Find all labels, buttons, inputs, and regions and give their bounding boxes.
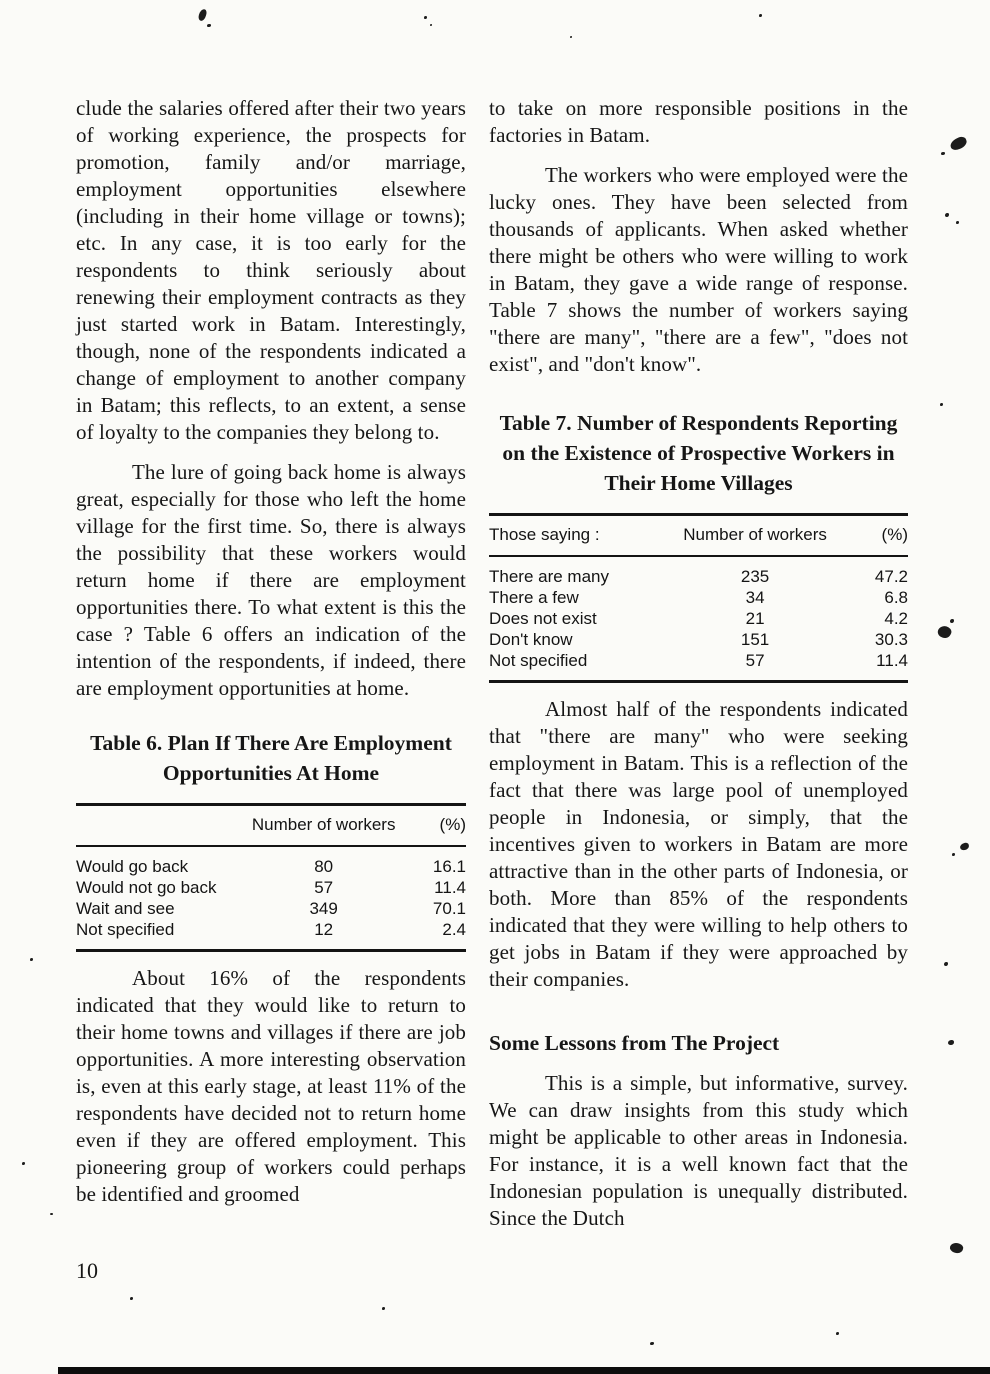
- table-cell: Not specified: [489, 651, 588, 670]
- body-paragraph: Almost half of the respondents indicated that "there are many" who were seeking employment in Batam. This is a reflection of the fact that there was large pool of unemployed people in Indonesia, or simply, that the incentives given to workers in Batam are more attractive than in the other parts of Indonesia, or both. More than 85% of the respondents indicated that they were willing to help others to get jobs in Batam if they were approached by their companies.: [489, 697, 908, 991]
- table-cell: 12: [314, 920, 334, 939]
- table-cell: 80: [314, 857, 334, 876]
- table-cell: 57: [314, 878, 334, 897]
- scan-speck: [950, 619, 954, 623]
- table-header-cell: Number of workers: [661, 515, 850, 557]
- table-row: [489, 608, 908, 629]
- ink-blot: [949, 135, 969, 152]
- scan-speck: [382, 1307, 385, 1310]
- table6-header-row: [76, 805, 466, 847]
- table-row: [489, 629, 908, 650]
- scan-speck: [759, 14, 762, 17]
- body-paragraph: clude the salaries offered after their two years of working experience, the prospects for promotion, family and/or marriage, employment opportunities elsewhere (including in their home village or towns); etc. In any case, it is too early for the respondents to think seriously about renewing their employment contracts as they just started work in Batam. Interestingly, though, none of the respondents indicated a change of employment to another company in Batam; this reflects, to an extent, a sense of loyalty to the companies they belong to.: [76, 96, 466, 444]
- table-cell: 57: [745, 651, 765, 670]
- scan-speck: [940, 403, 943, 406]
- table-cell: Wait and see: [76, 899, 175, 918]
- table-cell: Don't know: [489, 630, 573, 649]
- scan-speck: [956, 221, 959, 224]
- table-row: [76, 898, 466, 919]
- scan-speck: [207, 24, 211, 27]
- scan-speck: [952, 853, 955, 856]
- table-row: [76, 877, 466, 898]
- table-cell: There are many: [489, 567, 609, 586]
- table-cell: 151: [740, 630, 770, 649]
- scan-speck: [50, 1213, 53, 1215]
- body-paragraph: This is a simple, but informative, survey. We can draw insights from this study which might be applicable to other areas in Indonesia. For instance, it is a well known fact that the Indonesian population is unequally distributed. Since the Dutch: [489, 1071, 908, 1230]
- table-row: [489, 650, 908, 682]
- scan-speck: [22, 1162, 25, 1165]
- table-cell: 34: [745, 588, 765, 607]
- table-cell: Would not go back: [76, 878, 217, 897]
- table-cell: There a few: [489, 588, 579, 607]
- scan-speck: [945, 213, 949, 217]
- table-cell: 349: [309, 899, 338, 918]
- scan-speck: [836, 1332, 839, 1335]
- table-cell: Does not exist: [489, 609, 597, 628]
- table6: [76, 803, 466, 952]
- scan-speck: [130, 1297, 133, 1300]
- table-cell: Would go back: [76, 857, 189, 876]
- table7: [489, 513, 908, 683]
- table7-header-row: [489, 515, 908, 557]
- body-paragraph: About 16% of the respondents indicated that they would like to return to their home towns and villages if there are job opportunities. A more interesting observation is, even at this early stage, at least 11% of the respondents have decided not to return home even if they are offered employment. This pioneering group of workers could perhaps be identified and groomed: [76, 966, 466, 1206]
- table-cell: 6.8: [884, 588, 908, 607]
- table-row: [489, 556, 908, 587]
- scan-speck: [650, 1342, 654, 1345]
- ink-blot: [959, 842, 969, 851]
- table-cell: Not specified: [76, 920, 175, 939]
- page-number: 10: [76, 1258, 98, 1283]
- table-cell: 30.3: [874, 630, 908, 649]
- table-header-cell: [76, 805, 236, 847]
- scan-edge-bar: [58, 1367, 990, 1374]
- scan-speck: [30, 958, 33, 961]
- table7-caption: Table 7. Number of Respondents Reporting on the Existence of Prospective Workers in Their Home Villages: [499, 411, 898, 495]
- body-paragraph: to take on more responsible positions in the factories in Batam.: [489, 96, 908, 147]
- table-cell: 16.1: [432, 857, 466, 876]
- table-cell: 70.1: [432, 899, 466, 918]
- scan-speck: [941, 152, 945, 155]
- table-cell: 235: [740, 567, 770, 586]
- table-header-cell: Those saying :: [489, 515, 661, 557]
- scan-speck: [430, 24, 432, 26]
- left-column: [76, 95, 466, 1208]
- table-header-cell: (%): [411, 805, 466, 847]
- table-row: [76, 919, 466, 951]
- table-row: [489, 587, 908, 608]
- table-cell: 11.4: [434, 878, 466, 897]
- scan-speck: [424, 16, 427, 19]
- scan-speck: [948, 1040, 954, 1045]
- scan-speck: [570, 36, 572, 38]
- scan-speck: [198, 8, 208, 21]
- ink-blot: [949, 1241, 964, 1255]
- right-column: [489, 95, 908, 1232]
- table6-caption: Table 6. Plan If There Are Employment Opportunities At Home: [90, 731, 452, 785]
- table-header-cell: (%): [849, 515, 908, 557]
- section-heading: Some Lessons from The Project: [489, 1031, 780, 1055]
- table-row: [76, 846, 466, 877]
- body-paragraph: The lure of going back home is always great, especially for those who left the home village for the first time. So, there is always the possibility that these workers would return home if there are employment opportunities there. To what extent is this the case ? Table 6 offers an indication of the intention of the respondents, if indeed, there are employment opportunities at home.: [76, 460, 466, 700]
- table-cell: 47.2: [874, 567, 908, 586]
- ink-blot: [936, 624, 953, 641]
- table-header-cell: Number of workers: [236, 805, 412, 847]
- table-cell: 11.4: [876, 651, 908, 670]
- table-cell: 4.2: [884, 609, 908, 628]
- body-paragraph: The workers who were employed were the lucky ones. They have been selected from thousands of applicants. When asked whether there might be others who were willing to work in Batam, they gave a wide range of response. Table 7 shows the number of workers saying "there are many", "there are a few", "does not exist", and "don't know".: [489, 163, 908, 376]
- table-cell: 2.4: [442, 920, 466, 939]
- scan-speck: [944, 962, 948, 966]
- table-cell: 21: [745, 609, 765, 628]
